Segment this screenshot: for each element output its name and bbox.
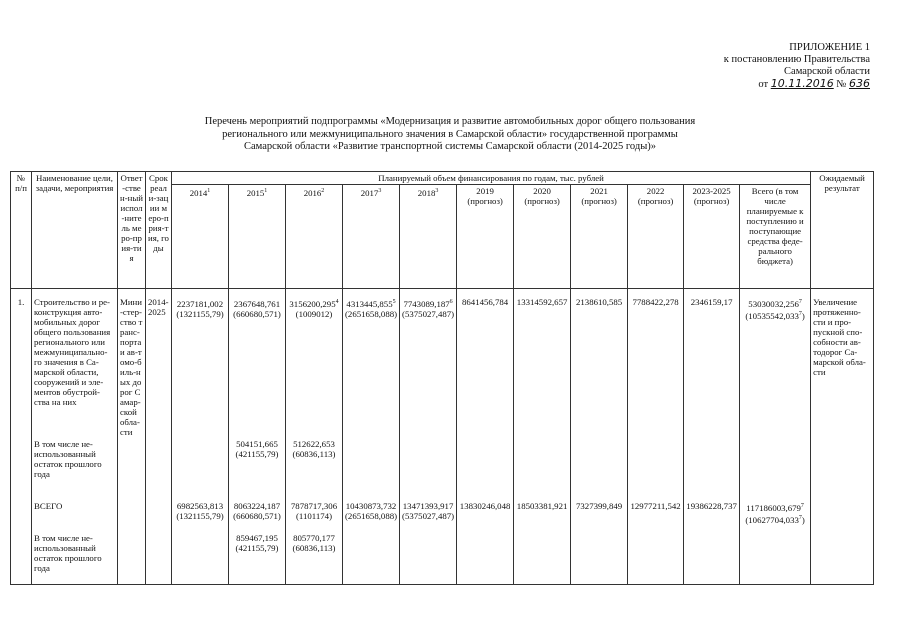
header-year: 2019 (прогноз) [457, 185, 514, 289]
value-cell: 859467,195 (421155,79) [229, 532, 286, 584]
value-cell: 504151,665 (421155,79) [229, 438, 286, 500]
header-total: Всего (в том числе планируемые к поступлению и поступающие средства феде-рального бюджета) [740, 185, 811, 289]
total-cell: 7878717,306 (1101174) [286, 500, 343, 532]
appendix-date-line [690, 78, 870, 91]
appendix-block [690, 42, 870, 91]
value-cell: 2237181,002 (1321155,79) [172, 289, 229, 439]
value-cell: 7743089,187$^6$ (5375027,487) [400, 289, 457, 439]
row-activity-name: Строительство и ре-конструкция авто-мобильных дорог общего пользования регионального или межмуниципально-го значения в Са-марской области, сооружений и эле-ментов обустрой-ства на них [32, 289, 118, 439]
header-year: 2021 (прогноз) [571, 185, 628, 289]
header-year: 2016$^2$ [286, 185, 343, 289]
total-cell: 10430873,732 (2651658,088) [343, 500, 400, 532]
value-cell: 2138610,585 [571, 289, 628, 439]
value-cell: 512622,653 (60836,113) [286, 438, 343, 500]
header-year: 2023-2025 (прогноз) [684, 185, 740, 289]
header-year: 2018$^3$ [400, 185, 457, 289]
header-responsible: Ответ-ствен-ный испол-нитель меро-прия-тия [118, 172, 146, 289]
value-cell: 4313445,855$^5$ (2651658,088) [343, 289, 400, 439]
header-term: Срок реали-зации меро-прия-тия, годы [146, 172, 172, 289]
header-funding: Планируемый объем финансирования по годам, тыс. рублей [172, 172, 811, 185]
row-num: 1. [11, 289, 32, 439]
row-expected-result: Увеличение протяженно-сти и про-пускной спо-собности ав-тодорог Са-марской обла-сти [811, 289, 874, 439]
row-total-label: ВСЕГО [32, 500, 118, 532]
header-num: № п/п [11, 172, 32, 289]
value-cell: 13314592,657 [514, 289, 571, 439]
total-cell: 18503381,921 [514, 500, 571, 532]
total-cell: 6982563,813 (1321155,79) [172, 500, 229, 532]
value-cell: 805770,177 (60836,113) [286, 532, 343, 584]
row-responsible: Мини-стер-ство транс-порта и ав-томо-биль-ных дорог Самар-ской обла-сти [118, 289, 146, 439]
header-result: Ожидаемый результат [811, 172, 874, 289]
total-cell: 19386228,737 [684, 500, 740, 532]
document-heading [150, 116, 750, 154]
value-cell-total: 53030032,256$^7$ (10535542,033$^7$) [740, 289, 811, 439]
total-cell-grand: 117186003,679$^7$ (10627704,033$^7$) [740, 500, 811, 532]
appendix-line-2: Самарской области [784, 66, 870, 77]
value-cell: 7788422,278 [628, 289, 684, 439]
heading-line-3: Самарской области «Развитие транспортной системы Самарской области (2014-2025 годы)» [243, 141, 656, 152]
row-unused-balance-label: В том числе не-использованный остаток прошлого года [32, 438, 118, 500]
total-cell: 8063224,187 (660680,571) [229, 500, 286, 532]
header-year: 2014$^1$ [172, 185, 229, 289]
heading-line-2: регионального или межмуниципального значения в Самарской области» государственной программы [222, 128, 678, 140]
value-cell: 2367648,761 (660680,571) [229, 289, 286, 439]
total-cell: 7327399,849 [571, 500, 628, 532]
header-name: Наименование цели, задачи, мероприятия [32, 172, 118, 289]
header-year: 2015$^1$ [229, 185, 286, 289]
row-term: 2014-2025 [146, 289, 172, 439]
total-cell: 13471393,917 (5375027,487) [400, 500, 457, 532]
header-year: 2022 (прогноз) [628, 185, 684, 289]
funding-table [10, 171, 874, 585]
total-cell: 13830246,048 [457, 500, 514, 532]
header-year: 2017$^3$ [343, 185, 400, 289]
value-cell: 2346159,17 [684, 289, 740, 439]
decree-number: 636 [849, 77, 870, 90]
decree-date: 10.11.2016 [770, 77, 834, 90]
header-year: 2020 (прогноз) [514, 185, 571, 289]
value-cell: 8641456,784 [457, 289, 514, 439]
appendix-title: ПРИЛОЖЕНИЕ 1 [789, 42, 870, 53]
number-label: № [836, 79, 847, 90]
heading-line-1: Перечень мероприятий подпрограммы «Модернизация и развитие автомобильных дорог общего пользования [204, 116, 696, 127]
row-total-unused-label: В том числе не-использованный остаток прошлого года [32, 532, 118, 584]
from-label: от [758, 79, 769, 90]
total-cell: 12977211,542 [628, 500, 684, 532]
value-cell: 3156200,295$^4$ (1009012) [286, 289, 343, 439]
appendix-line-1: к постановлению Правительства [723, 54, 870, 65]
